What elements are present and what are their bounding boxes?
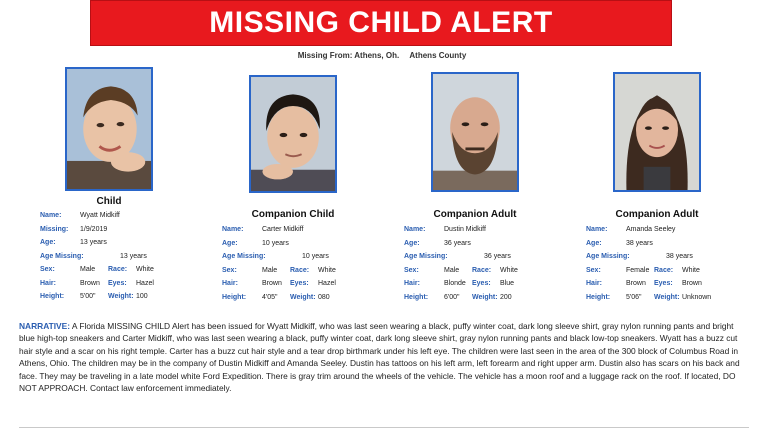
value-weight: Unknown xyxy=(682,293,712,301)
value-eyes: Hazel xyxy=(318,280,336,287)
narrative-text: A Florida MISSING CHILD Alert has been issued for Wyatt Midkiff, who was last seen wearing a black, puffy winter coat, dark long sleeve shirt, gray nylon running pants and bright blue high-top sneakers and Carter Midkiff, who was last seen wearing a black, puffy winter coat, dark long sleeve shirt, gray nylon running pants and black low-top sneakers. Wyatt has a buzz cut hair style and a scar on his right temple. Carter has a buzz cut hair style and a tear drop birthmark under his left eye. The children were last seen in the area of the 300 block of Columbus Road in Athens, Ohio. The children may be in the company of Dustin Midkiff and Amanda Seeley. Dustin has tattoos on his left arm, left forearm and right upper arm. Dustin also has scars on his back and face. They may be traveling in a late model white Ford Expedition. There is gray trim around the wheels of the vehicle. The vehicle has a moon roof and a luggage rack on the roof. If located, DO NOT APPROACH. Contact law enforcement immediately. xyxy=(19,321,740,394)
value-hair: Brown xyxy=(80,279,100,287)
card-title-companion-adult-2: Companion Adult xyxy=(615,209,699,220)
missing-from-county: Athens County xyxy=(409,51,467,60)
card-title-companion-adult-1: Companion Adult xyxy=(433,209,517,220)
value-eyes: Blue xyxy=(500,280,515,287)
value-race: White xyxy=(500,266,518,274)
value-weight: 080 xyxy=(318,293,330,301)
value-age: 38 years xyxy=(626,239,653,247)
value-height: 5'00" xyxy=(80,293,96,300)
info-wyatt-midkiff: Name: Wyatt Midkiff Missing: 1/9/2019 Age: 13 years Age Missing: 13 years Sex: Male Race: White Hair: Brown Eyes: Hazel Height: 5'00" Weight: 100 xyxy=(40,209,154,304)
missing-from-line xyxy=(0,51,764,60)
value-age-missing: 38 years xyxy=(666,253,693,260)
value-weight: 200 xyxy=(500,293,512,301)
photo-dustin-midkiff xyxy=(431,72,519,192)
value-age: 10 years xyxy=(262,239,289,247)
value-hair: Blonde xyxy=(444,280,466,287)
value-hair: Brown xyxy=(262,280,282,287)
value-weight: 100 xyxy=(136,293,148,300)
value-age-missing: 10 years xyxy=(302,253,329,260)
card-title-child: Child xyxy=(96,196,122,207)
value-age-missing: 13 years xyxy=(120,252,147,260)
value-name: Dustin Midkiff xyxy=(444,226,486,233)
info-amanda-seeley: Name: Amanda Seeley Age: 38 years Age Missing: 38 years Sex: Female Race: White Hair: Brown Eyes: Brown Height: 5'06" Weight: Unknown xyxy=(586,223,711,304)
value-eyes: Brown xyxy=(682,280,702,287)
narrative-label: NARRATIVE: xyxy=(19,321,71,331)
narrative xyxy=(19,320,749,394)
value-race: White xyxy=(318,266,336,274)
photo-carter-midkiff xyxy=(249,75,337,193)
value-sex: Male xyxy=(262,266,278,274)
info-carter-midkiff: Name: Carter Midkiff Age: 10 years Age Missing: 10 years Sex: Male Race: White Hair: Brown Eyes: Hazel Height: 4'05" Weight: 080 xyxy=(222,223,336,304)
card-title-companion-child: Companion Child xyxy=(251,209,335,220)
value-race: White xyxy=(136,266,154,273)
bottom-divider xyxy=(19,427,749,428)
value-name: Wyatt Midkiff xyxy=(80,212,120,219)
value-name: Carter Midkiff xyxy=(262,226,304,233)
value-sex: Female xyxy=(626,266,650,274)
missing-from-label: Missing From: Athens, Oh. xyxy=(297,51,400,60)
alert-banner xyxy=(90,0,672,46)
photo-wyatt-midkiff xyxy=(65,67,153,191)
value-age-missing: 36 years xyxy=(484,253,511,260)
info-dustin-midkiff: Name: Dustin Midkiff Age: 36 years Age Missing: 36 years Sex: Male Race: White Hair: Blonde Eyes: Blue Height: 6'00" Weight: 200 xyxy=(404,223,518,304)
value-sex: Male xyxy=(444,266,460,274)
value-height: 5'06" xyxy=(626,293,642,301)
value-missing-date: 1/9/2019 xyxy=(80,225,108,233)
value-age: 13 years xyxy=(80,239,107,246)
value-height: 6'00" xyxy=(444,293,460,301)
value-age: 36 years xyxy=(444,239,471,247)
photo-amanda-seeley xyxy=(613,72,701,192)
value-name: Amanda Seeley xyxy=(626,226,676,233)
value-hair: Brown xyxy=(626,280,646,287)
value-race: White xyxy=(682,266,700,274)
value-height: 4'05" xyxy=(262,293,278,301)
alert-title: MISSING CHILD ALERT xyxy=(209,6,553,39)
value-sex: Male xyxy=(80,266,96,273)
value-eyes: Hazel xyxy=(136,279,154,287)
